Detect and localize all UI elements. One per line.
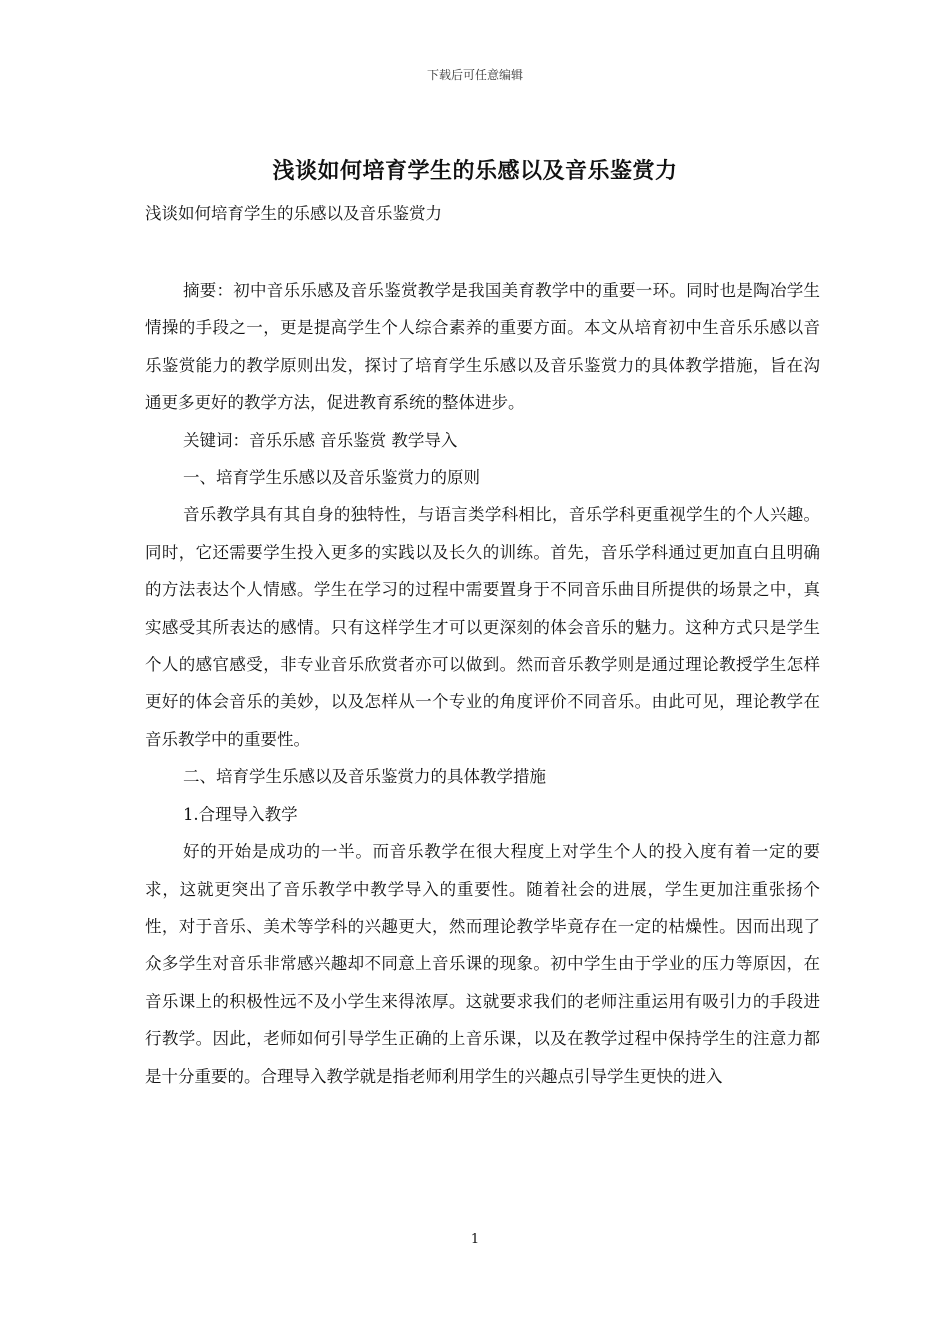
abstract-paragraph: 摘要：初中音乐乐感及音乐鉴赏教学是我国美育教学中的重要一环。同时也是陶冶学生情操的手段之一，更是提高学生个人综合素养的重要方面。本文从培育初中生音乐乐感以音乐鉴赏能力的教学原则出发，探讨了培育学生乐感以及音乐鉴赏力的具体教学措施，旨在沟通更多更好的教学方法，促进教育系统的整体进步。 <box>145 281 820 413</box>
header-note: 下载后可任意编辑 <box>426 68 523 82</box>
keywords-paragraph: 关键词：音乐乐感 音乐鉴赏 教学导入 <box>182 430 458 450</box>
subsection-heading: 1.合理导入教学 <box>182 804 298 824</box>
section-heading-1: 一、培育学生乐感以及音乐鉴赏力的原则 <box>182 468 480 488</box>
document-subtitle: 浅谈如何培育学生的乐感以及音乐鉴赏力 <box>145 204 442 223</box>
section-heading-2: 二、培育学生乐感以及音乐鉴赏力的具体教学措施 <box>182 767 546 787</box>
body-paragraph: 音乐教学具有其自身的独特性，与语言类学科相比，音乐学科更重视学生的个人兴趣。同时，它还需要学生投入更多的实践以及长久的训练。首先，音乐学科通过更加直白且明确的方法表达个人情感。学生在学习的过程中需要置身于不同音乐曲目所提供的场景之中，真实感受其所表达的感情。只有这样学生才可以更深刻的体会音乐的魅力。这种方式只是学生个人的感官感受，非专业音乐欣赏者亦可以做到。然而音乐教学则是通过理论教授学生怎样更好的体会音乐的美妙，以及怎样从一个专业的角度评价不同音乐。由此可见，理论教学在音乐教学中的重要性。 <box>145 505 820 749</box>
document-title: 浅谈如何培育学生的乐感以及音乐鉴赏力 <box>272 158 678 184</box>
page-number: 1 <box>470 1232 480 1247</box>
document-body <box>145 272 820 1095</box>
body-paragraph: 好的开始是成功的一半。而音乐教学在很大程度上对学生个人的投入度有着一定的要求，这就更突出了音乐教学中教学导入的重要性。随着社会的进展，学生更加注重张扬个性，对于音乐、美术等学科的兴趣更大，然而理论教学毕竟存在一定的枯燥性。因而出现了众多学生对音乐非常感兴趣却不同意上音乐课的现象。初中学生由于学业的压力等原因，在音乐课上的积极性远不及小学生来得浓厚。这就要求我们的老师注重运用有吸引力的手段进行教学。因此，老师如何引导学生正确的上音乐课，以及在教学过程中保持学生的注意力都是十分重要的。合理导入教学就是指老师利用学生的兴趣点引导学生更快的进入 <box>145 842 820 1086</box>
